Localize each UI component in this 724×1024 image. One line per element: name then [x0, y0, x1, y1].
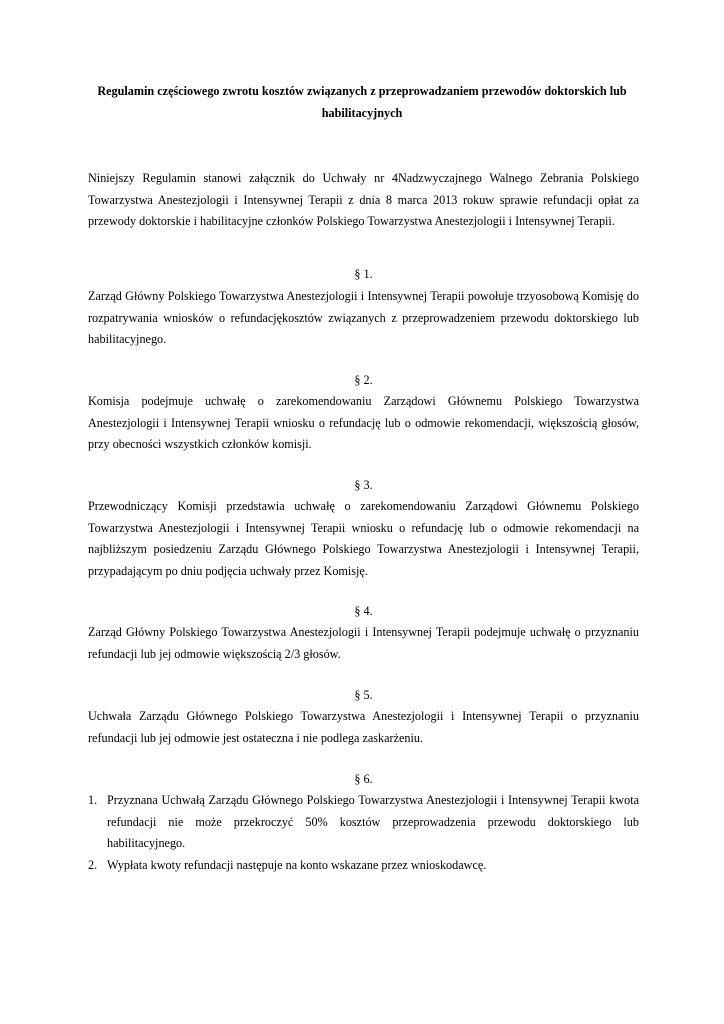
- list-item-text: Wypłata kwoty refundacji następuje na konto wskazane przez wnioskodawcę.: [107, 857, 487, 872]
- document-title: Regulamin częściowego zwrotu kosztów związanych z przeprowadzaniem przewodów doktorskich lub habilitacyjnych: [97, 84, 627, 120]
- section-6-heading: § 6.: [354, 772, 373, 786]
- list-item-text: Przyznana Uchwałą Zarządu Głównego Polskiego Towarzystwa Anestezjologii i Intensywnej Terapii kwota refundacji nie może przekroczyć 50% kosztów przeprowadzenia przewodu doktorskiego lub habilitacyjnego.: [107, 793, 639, 850]
- section-5-heading: § 5.: [354, 688, 373, 702]
- section-1-text: Zarząd Główny Polskiego Towarzystwa Anestezjologii i Intensywnej Terapii powołuje trzyosobową Komisję do rozpatrywania wniosków o refundacjękosztów związanych z przeprowadzeniem przewodu doktorskiego lub habilitacyjnego.: [88, 289, 639, 346]
- section-4-heading: § 4.: [354, 604, 373, 618]
- intro-paragraph: Niniejszy Regulamin stanowi załącznik do Uchwały nr 4Nadzwyczajnego Walnego Zebrania Polskiego Towarzystwa Anestezjologii i Intensywnej Terapii z dnia 8 marca 2013 rokuw sprawie refundacji opłat za przewody doktorskie i habilitacyjne członków Polskiego Towarzystwa Anestezjologii i Intensywnej Terapii.: [88, 171, 639, 228]
- section-2-text: Komisja podejmuje uchwałę o zarekomendowaniu Zarządowi Głównemu Polskiego Towarzystwa Anestezjologii i Intensywnej Terapii wniosku o refundację lub o odmowie rekomendacji, większością głosów, przy obecności wszystkich członków komisji.: [88, 394, 639, 451]
- list-item: [88, 790, 639, 855]
- section-1-heading: § 1.: [354, 267, 373, 281]
- section-4-text: Zarząd Główny Polskiego Towarzystwa Anestezjologii i Intensywnej Terapii podejmuje uchwałę o przyznaniu refundacji lub jej odmowie większością 2/3 głosów.: [88, 625, 639, 661]
- section-5-text: Uchwała Zarządu Głównego Polskiego Towarzystwa Anestezjologii i Intensywnej Terapii o przyznaniu refundacji lub jej odmowie jest ostateczna i nie podlega zaskarżeniu.: [88, 709, 639, 745]
- section-3-text: Przewodniczący Komisji przedstawia uchwałę o zarekomendowaniu Zarządowi Głównemu Polskiego Towarzystwa Anestezjologii i Intensywnej Terapii wniosku o refundację lub o odmowie rekomendacji na najbliższym posiedzeniu Zarządu Głównego Polskiego Towarzystwa Anestezjologii i Intensywnej Terapii, przypadającym po dniu podjęcia uchwały przez Komisję.: [88, 499, 639, 578]
- list-item: [88, 855, 639, 877]
- section-3-heading: § 3.: [354, 478, 373, 492]
- section-6-list: [88, 790, 639, 876]
- list-item-number: 1.: [88, 793, 98, 807]
- section-2-heading: § 2.: [354, 373, 373, 387]
- list-item-number: 2.: [88, 857, 98, 872]
